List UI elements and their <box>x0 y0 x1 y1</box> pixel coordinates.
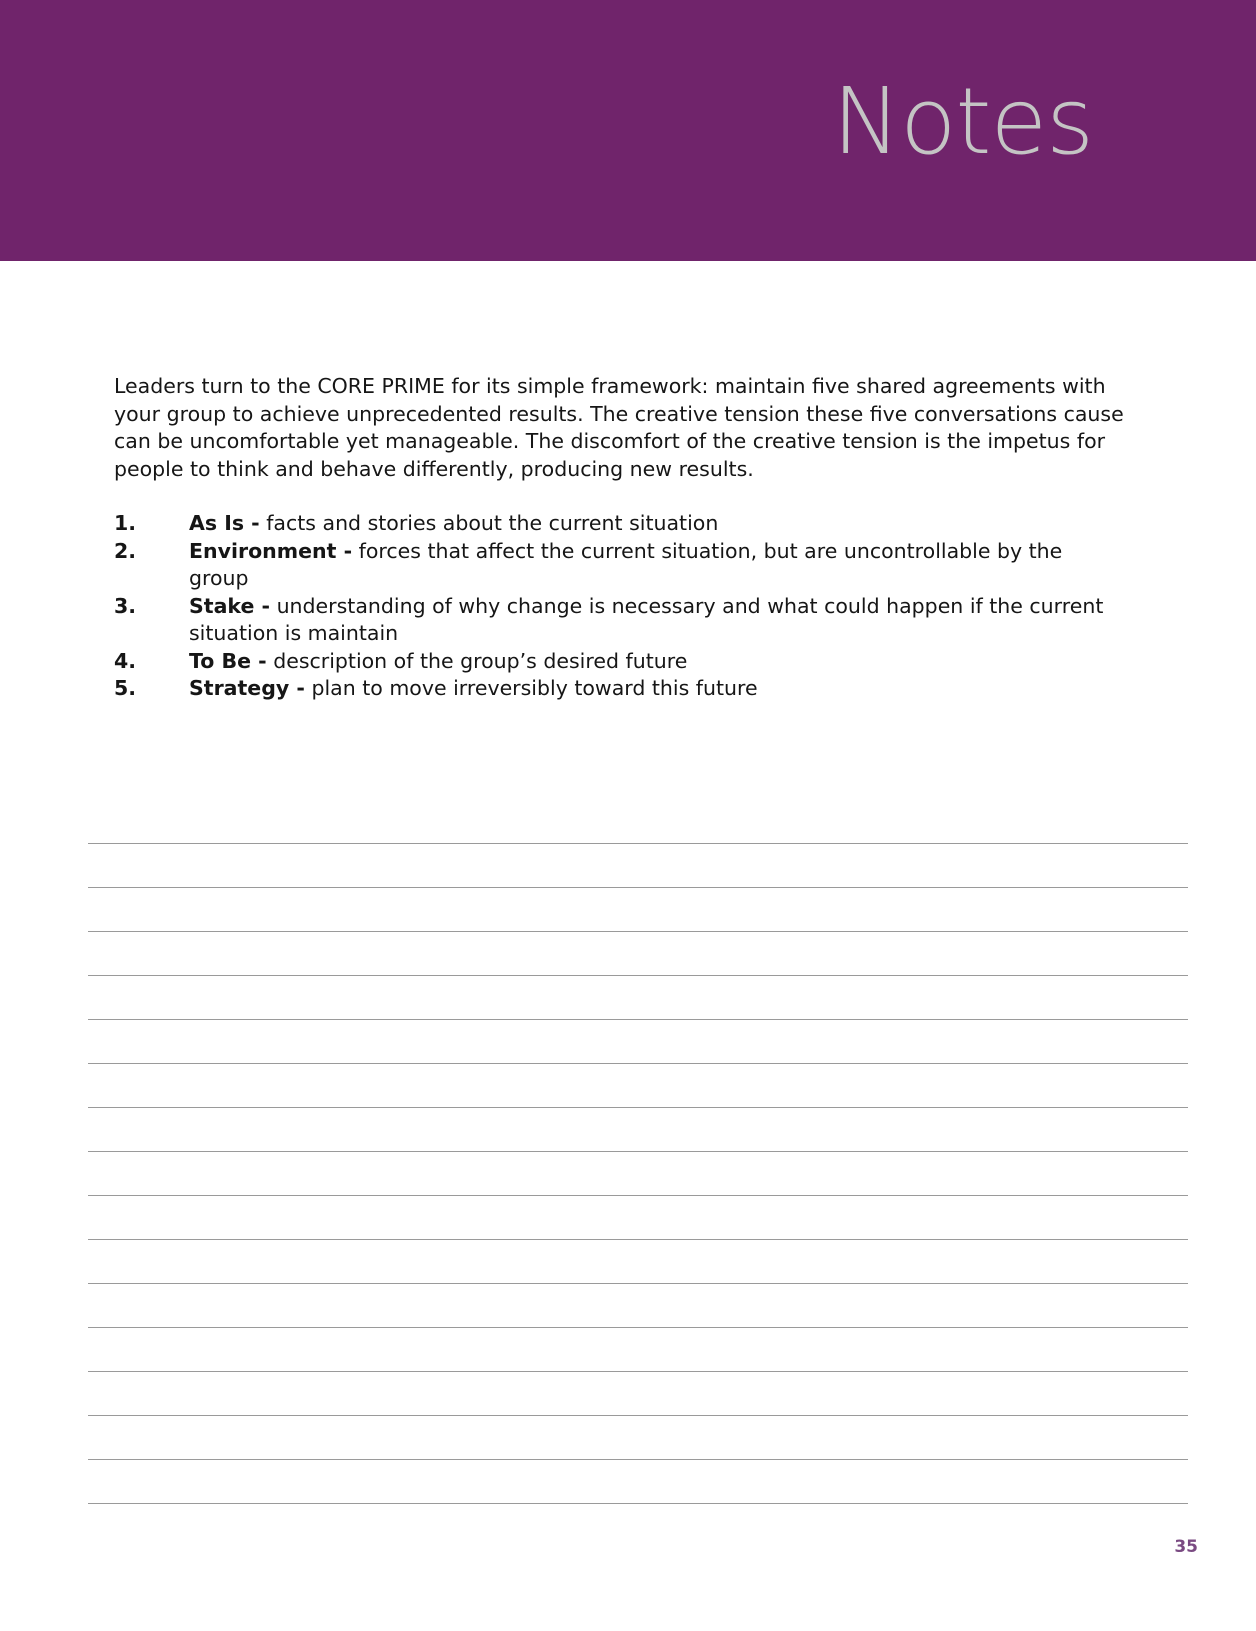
page-title: Notes <box>832 68 1093 175</box>
list-item <box>114 510 1124 538</box>
list-item <box>114 675 1124 703</box>
note-line <box>88 976 1188 1020</box>
header-band <box>0 0 1256 261</box>
agreements-list <box>114 510 1124 703</box>
list-item-number: 1. <box>114 511 137 535</box>
list-item-text <box>189 510 1124 538</box>
note-lines <box>88 800 1188 1504</box>
list-item-description: plan to move irreversibly toward this future <box>311 676 758 700</box>
list-item-description: description of the group’s desired future <box>273 648 688 673</box>
list-item-term: Strategy - <box>189 676 305 700</box>
note-line <box>88 1284 1188 1328</box>
list-item-text <box>189 675 1124 703</box>
list-item-term: As Is - <box>189 511 260 535</box>
note-line <box>88 1460 1188 1504</box>
list-item-term: Environment - <box>189 538 353 563</box>
list-item <box>114 648 1124 676</box>
list-item-number: 2. <box>114 538 137 563</box>
list-item-number: 5. <box>114 676 137 700</box>
note-line <box>88 1240 1188 1284</box>
list-item-description: forces that affect the current situation, but are uncontrollable by the group <box>189 538 1063 590</box>
note-line <box>88 1372 1188 1416</box>
list-item-term: To Be - <box>189 648 267 673</box>
main-content <box>114 373 1124 703</box>
list-item-number: 3. <box>114 593 137 618</box>
note-line <box>88 800 1188 844</box>
note-line <box>88 1152 1188 1196</box>
note-line <box>88 1328 1188 1372</box>
note-line <box>88 1064 1188 1108</box>
list-item-number: 4. <box>114 648 137 673</box>
list-item <box>114 593 1124 648</box>
note-line <box>88 1196 1188 1240</box>
list-item-text <box>189 538 1124 593</box>
list-item-term: Stake - <box>189 593 271 618</box>
note-line <box>88 888 1188 932</box>
note-line <box>88 1416 1188 1460</box>
list-item <box>114 538 1124 593</box>
note-line <box>88 844 1188 888</box>
page-number: 35 <box>1174 1537 1198 1557</box>
list-item-text <box>189 593 1124 648</box>
list-item-text <box>189 648 1124 676</box>
list-item-description: facts and stories about the current situation <box>266 511 719 535</box>
intro-paragraph: Leaders turn to the CORE PRIME for its simple framework: maintain five shared agreements with your group to achieve unprecedented results. The creative tension these five conversations cause can be uncomfortable yet manageable. The discomfort of the creative tension is the impetus for people to think and behave differently, producing new results. <box>114 374 1124 481</box>
note-line <box>88 1020 1188 1064</box>
note-line <box>88 1108 1188 1152</box>
list-item-description: understanding of why change is necessary and what could happen if the current situation is maintain <box>189 593 1104 645</box>
note-line <box>88 932 1188 976</box>
